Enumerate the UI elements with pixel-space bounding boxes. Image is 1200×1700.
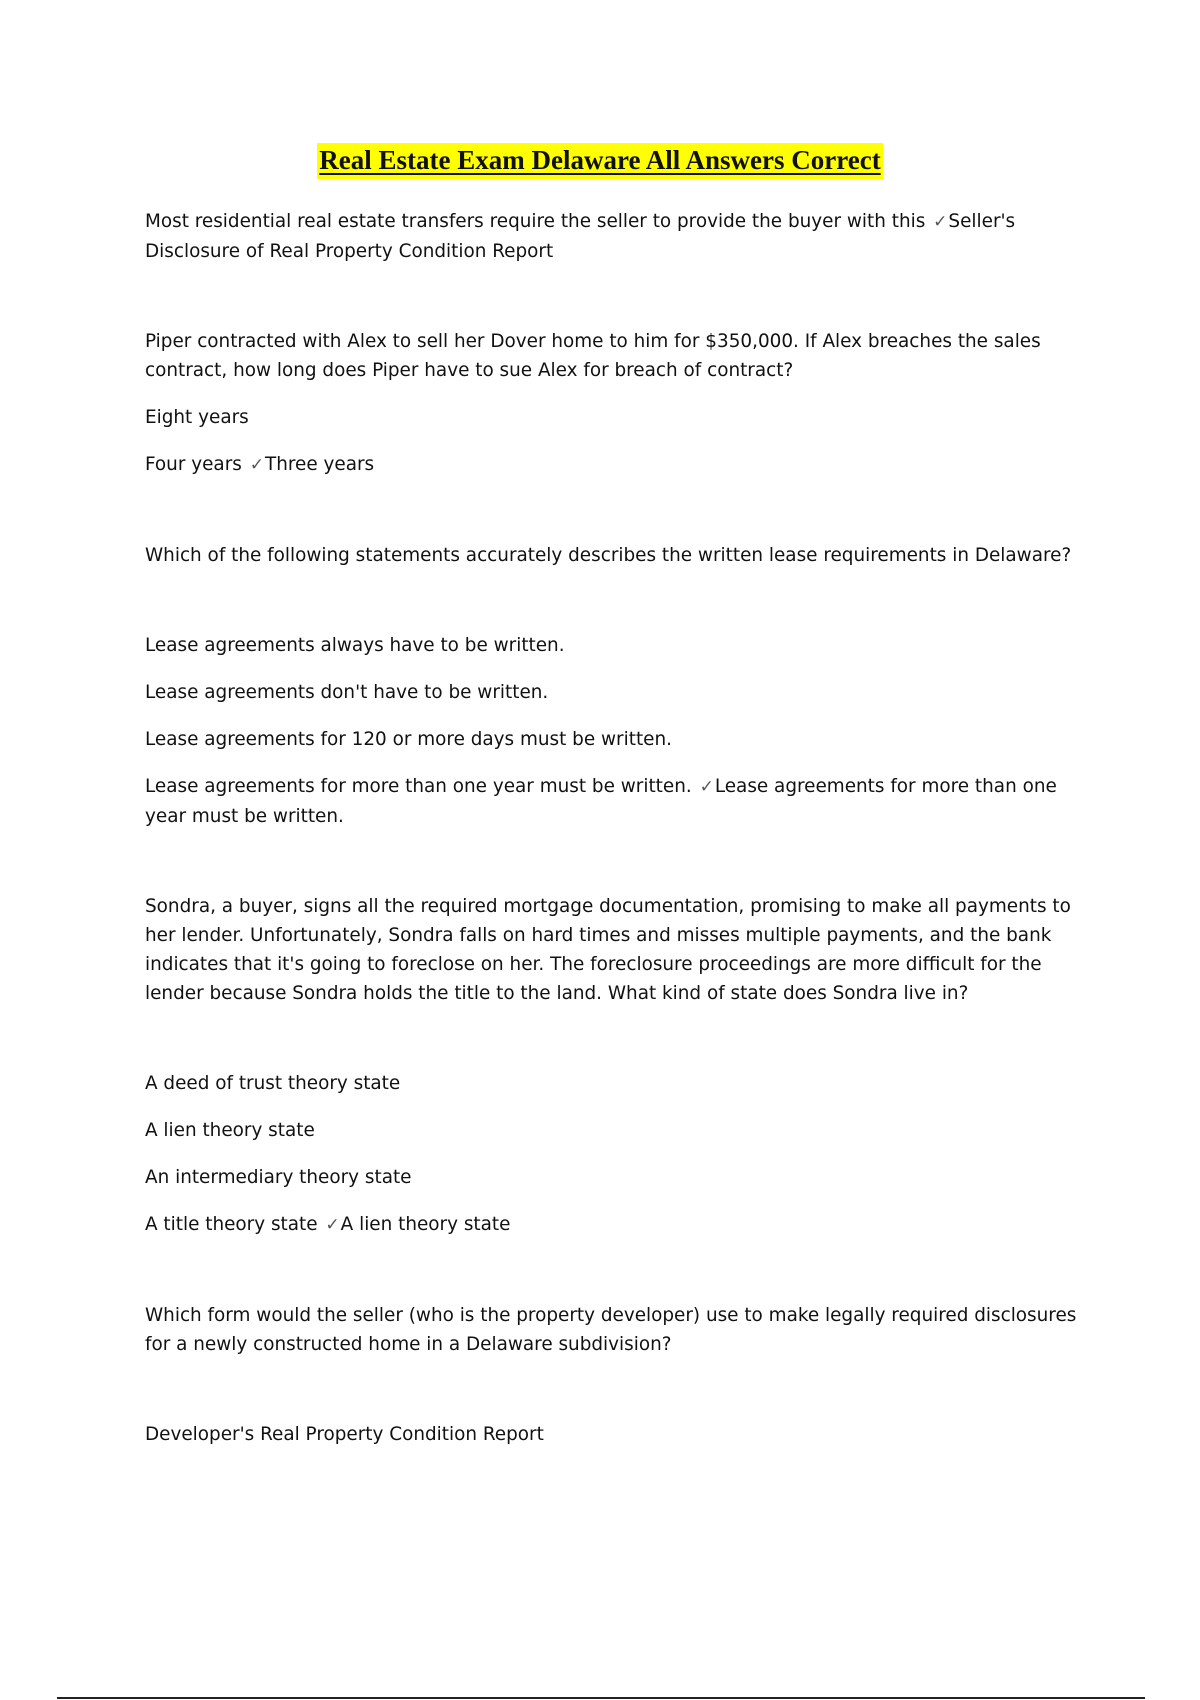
document-title: Real Estate Exam Delaware All Answers Correct <box>317 143 882 179</box>
question-1-text: Most residential real estate transfers require the seller to provide the buyer with this <box>145 211 926 232</box>
question-4-answer: A lien theory state <box>340 1214 511 1235</box>
document-content <box>145 207 1095 1449</box>
question-2-answer: Three years <box>264 454 375 475</box>
footer-divider <box>57 1697 1145 1699</box>
question-3: Which of the following statements accurately describes the written lease requirements in Delaware? <box>145 545 1072 566</box>
question-4-option-4-with-answer <box>145 1210 1095 1240</box>
question-3-option-4-with-answer <box>145 772 1095 831</box>
check-icon: ✓ <box>699 777 714 797</box>
question-4-option-1: A deed of trust theory state <box>145 1073 401 1094</box>
check-icon: ✓ <box>325 1215 340 1235</box>
question-1 <box>145 207 1095 266</box>
question-3-option-2: Lease agreements don't have to be written. <box>145 682 549 703</box>
question-3-option-1: Lease agreements always have to be written. <box>145 635 565 656</box>
question-3-option-4: Lease agreements for more than one year must be written. <box>145 776 692 797</box>
question-5: Which form would the seller (who is the property developer) use to make legally required disclosures for a newly constructed home in a Delaware subdivision? <box>145 1305 1077 1355</box>
question-3-option-3: Lease agreements for 120 or more days must be written. <box>145 729 672 750</box>
question-5-option-1: Developer's Real Property Condition Report <box>145 1424 544 1445</box>
question-4-option-3: An intermediary theory state <box>145 1167 412 1188</box>
check-icon: ✓ <box>249 455 264 475</box>
title-container <box>0 143 1200 179</box>
question-3-answer: Lease agreements for more than one year must be written. <box>145 776 1057 827</box>
question-4: Sondra, a buyer, signs all the required mortgage documentation, promising to make all payments to her lender. Unfortunately, Sondra falls on hard times and misses multiple payments, and the bank indicates that it's going to foreclose on her. The foreclosure proceedings are more difficult for the lender because Sondra holds the title to the land. What kind of state does Sondra live in? <box>145 896 1071 1004</box>
question-4-option-2: A lien theory state <box>145 1120 315 1141</box>
question-2-option-2: Four years <box>145 454 242 475</box>
check-icon: ✓ <box>933 212 948 232</box>
question-1-answer: Seller's Disclosure of Real Property Condition Report <box>145 211 1016 262</box>
question-2-option-2-with-answer <box>145 450 1095 480</box>
question-2-option-1: Eight years <box>145 407 249 428</box>
question-4-option-4: A title theory state <box>145 1214 318 1235</box>
question-2: Piper contracted with Alex to sell her Dover home to him for $350,000. If Alex breaches the sales contract, how long does Piper have to sue Alex for breach of contract? <box>145 331 1041 381</box>
